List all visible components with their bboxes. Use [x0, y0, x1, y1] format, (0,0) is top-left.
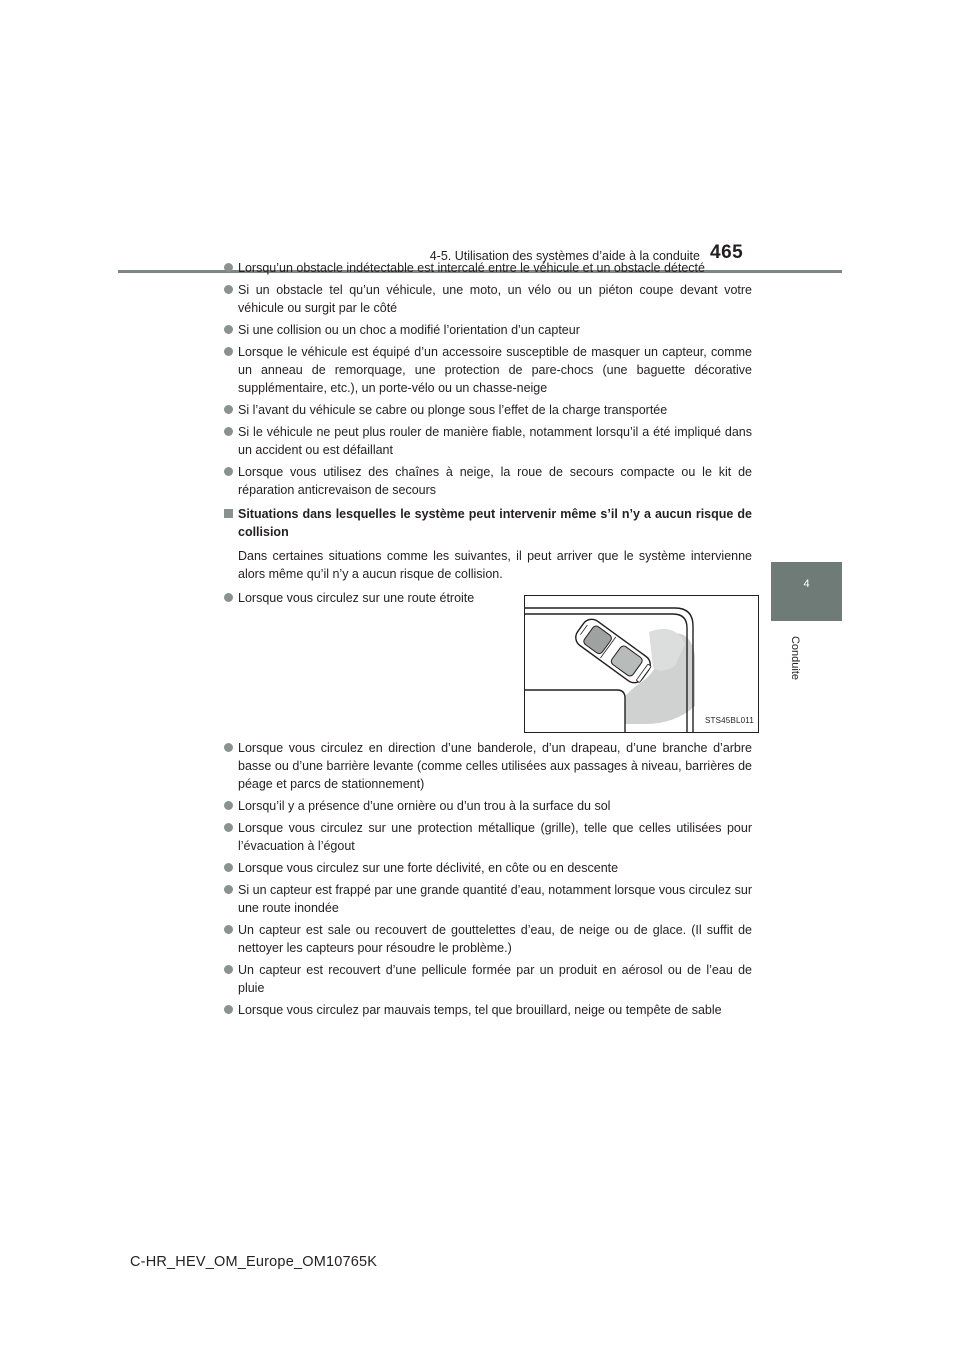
list-item: [224, 819, 752, 855]
list-item-text: Lorsque vous circulez sur une protection métallique (grille), telle que celles utilisées pour l’évacuation à l’égout: [238, 821, 752, 853]
bullet-icon: [224, 801, 233, 810]
list-item: [224, 881, 752, 917]
list-item-text: Lorsque vous circulez par mauvais temps, tel que brouillard, neige ou tempête de sable: [238, 1003, 722, 1017]
bullet-icon: [224, 325, 233, 334]
list-item-text: Si un obstacle tel qu’un véhicule, une moto, un vélo ou un piéton coupe devant votre véhicule ou surgit par le côté: [238, 283, 752, 315]
list-item-text: Si une collision ou un choc a modifié l’orientation d’un capteur: [238, 323, 580, 337]
bullet-icon: [224, 593, 233, 602]
list-item: [224, 463, 752, 499]
bullet-icon: [224, 743, 233, 752]
list-item-text: Lorsque vous utilisez des chaînes à neige, la roue de secours compacte ou le kit de réparation anticrevaison de secours: [238, 465, 752, 497]
list-item-text: Si un capteur est frappé par une grande quantité d’eau, notamment lorsque vous circulez sur une route inondée: [238, 883, 752, 915]
page-content: [224, 259, 752, 1023]
bullet-icon: [224, 285, 233, 294]
list-item: [224, 343, 752, 397]
list-item-text: Si l’avant du véhicule se cabre ou plonge sous l’effet de la charge transportée: [238, 403, 668, 417]
page-number: 465: [710, 242, 744, 263]
list-item: [224, 859, 752, 877]
list-item-text: Lorsque le véhicule est équipé d’un accessoire susceptible de masquer un capteur, comme un anneau de remorquage, une protection de pare-chocs (une baguette décorative supplémentaire, etc.), un porte-vélo ou un chasse-neige: [238, 345, 752, 395]
chapter-tab[interactable]: [771, 562, 842, 621]
chapter-label: [780, 628, 810, 688]
list-item: [224, 921, 752, 957]
bullet-icon: [224, 823, 233, 832]
document-id: C-HR_HEV_OM_Europe_OM10765K: [130, 1254, 378, 1270]
list-item-text: Si le véhicule ne peut plus rouler de manière fiable, notamment lorsqu’il a été impliqué dans un accident ou est défaillant: [238, 425, 752, 457]
narrow-road-illustration: [524, 595, 759, 733]
list-item: [224, 797, 752, 815]
square-bullet-icon: [224, 509, 233, 518]
list-item: [224, 259, 752, 277]
figure-row: [224, 589, 752, 737]
section-heading: [224, 505, 752, 541]
list-item: [224, 423, 752, 459]
bullet-icon: [224, 427, 233, 436]
list-item-text: Un capteur est sale ou recouvert de gouttelettes d’eau, de neige ou de glace. (Il suffit de nettoyer les capteurs pour résoudre le problème.): [238, 923, 752, 955]
list-item-text: Un capteur est recouvert d’une pellicule formée par un produit en aérosol ou de l’eau de pluie: [238, 963, 752, 995]
bullet-icon: [224, 885, 233, 894]
section-title: 4-5. Utilisation des systèmes d’aide à la conduite: [429, 249, 700, 263]
list-item: [224, 401, 752, 419]
bullet-icon: [224, 965, 233, 974]
section-intro: Dans certaines situations comme les suivantes, il peut arriver que le système intervienne alors même qu’il n’y a aucun risque de collision.: [238, 549, 752, 581]
chapter-label-text: Conduite: [789, 635, 801, 681]
section-heading-text: Situations dans lesquelles le système peut intervenir même s’il n’y a aucun risque de collision: [238, 507, 752, 539]
list-item: [224, 589, 508, 607]
list-item: [224, 1001, 752, 1019]
bullet-icon: [224, 925, 233, 934]
list-item: [224, 281, 752, 317]
list-item-text: Lorsque vous circulez sur une route étroite: [238, 591, 475, 605]
bullet-icon: [224, 347, 233, 356]
bullet-icon: [224, 467, 233, 476]
list-item-text: Lorsqu’un obstacle indétectable est intercalé entre le véhicule et un obstacle détecté: [238, 261, 705, 275]
list-item: [224, 961, 752, 997]
list-item: [224, 321, 752, 339]
chapter-number: 4: [803, 578, 810, 590]
list-item-text: Lorsque vous circulez en direction d’une banderole, d’un drapeau, d’une branche d’arbre basse ou d’une barrière levante (comme celles utilisées aux passages à niveau, barrières de péage et parcs de stationnement): [238, 741, 752, 791]
list-item-text: Lorsqu’il y a présence d’une ornière ou d’un trou à la surface du sol: [238, 799, 611, 813]
figure-code: STS45BL011: [705, 716, 754, 725]
bullet-icon: [224, 1005, 233, 1014]
bullet-icon: [224, 263, 233, 272]
bullet-icon: [224, 863, 233, 872]
list-item: [224, 739, 752, 793]
list-item-text: Lorsque vous circulez sur une forte déclivité, en côte ou en descente: [238, 861, 619, 875]
bullet-icon: [224, 405, 233, 414]
bottom-list: [224, 739, 752, 1019]
